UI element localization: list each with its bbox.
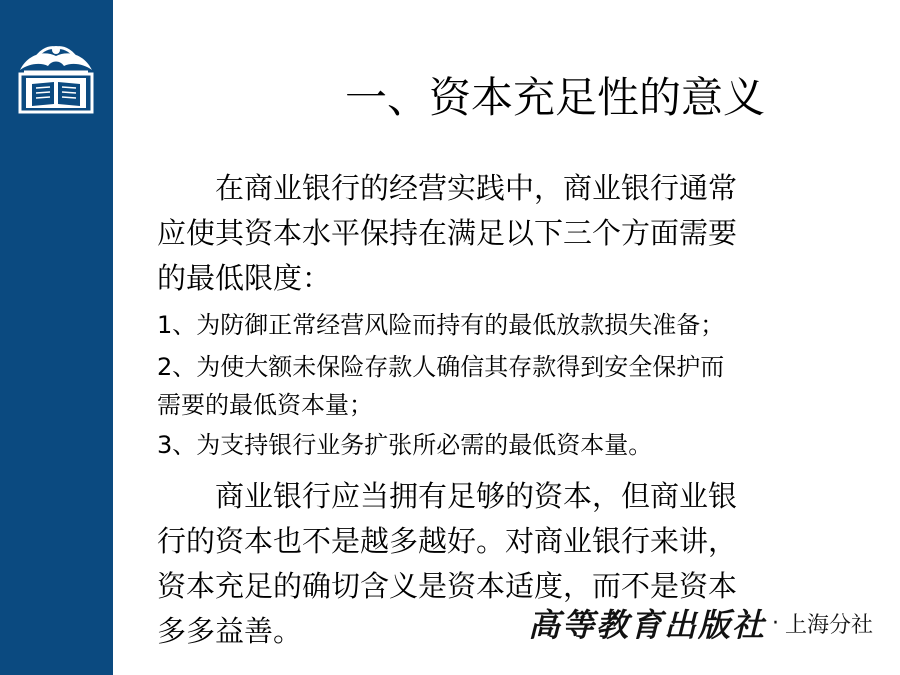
intro-line: 应使其资本水平保持在满足以下三个方面需要 bbox=[157, 216, 738, 250]
list-item-line: 2、为使大额未保险存款人确信其存款得到安全保护而 bbox=[157, 353, 725, 381]
intro-line: 的最低限度： bbox=[157, 261, 332, 295]
list-item-line: 1、为防御正常经营风险而持有的最低放款损失准备； bbox=[157, 311, 725, 339]
conclusion-line: 商业银行应当拥有足够的资本，但商业银 bbox=[215, 479, 738, 513]
conclusion-line: 行的资本也不是越多越好。对商业银行来讲， bbox=[157, 524, 738, 558]
publisher-name: 高等教育出版社 bbox=[528, 606, 767, 644]
publisher-emblem-icon bbox=[14, 40, 98, 116]
intro-line: 在商业银行的经营实践中，商业银行通常 bbox=[215, 171, 738, 205]
conclusion-line: 资本充足的确切含义是资本适度，而不是资本 bbox=[157, 569, 738, 603]
slide-body bbox=[157, 166, 877, 654]
publisher-branch: 上海分社 bbox=[785, 612, 874, 638]
list-item-3 bbox=[157, 426, 877, 464]
list-item-line: 需要的最低资本量； bbox=[157, 391, 373, 419]
list-item-2 bbox=[157, 348, 877, 424]
list-item-line: 3、为支持银行业务扩张所必需的最低资本量。 bbox=[157, 431, 653, 459]
slide-title: 一、资本充足性的意义 bbox=[345, 73, 766, 122]
intro-paragraph bbox=[157, 166, 877, 301]
publisher-signature bbox=[528, 600, 873, 646]
list-item-1 bbox=[157, 306, 877, 344]
publisher-separator: · bbox=[772, 610, 780, 636]
conclusion-line: 多多益善。 bbox=[157, 614, 303, 648]
sidebar bbox=[0, 0, 113, 675]
